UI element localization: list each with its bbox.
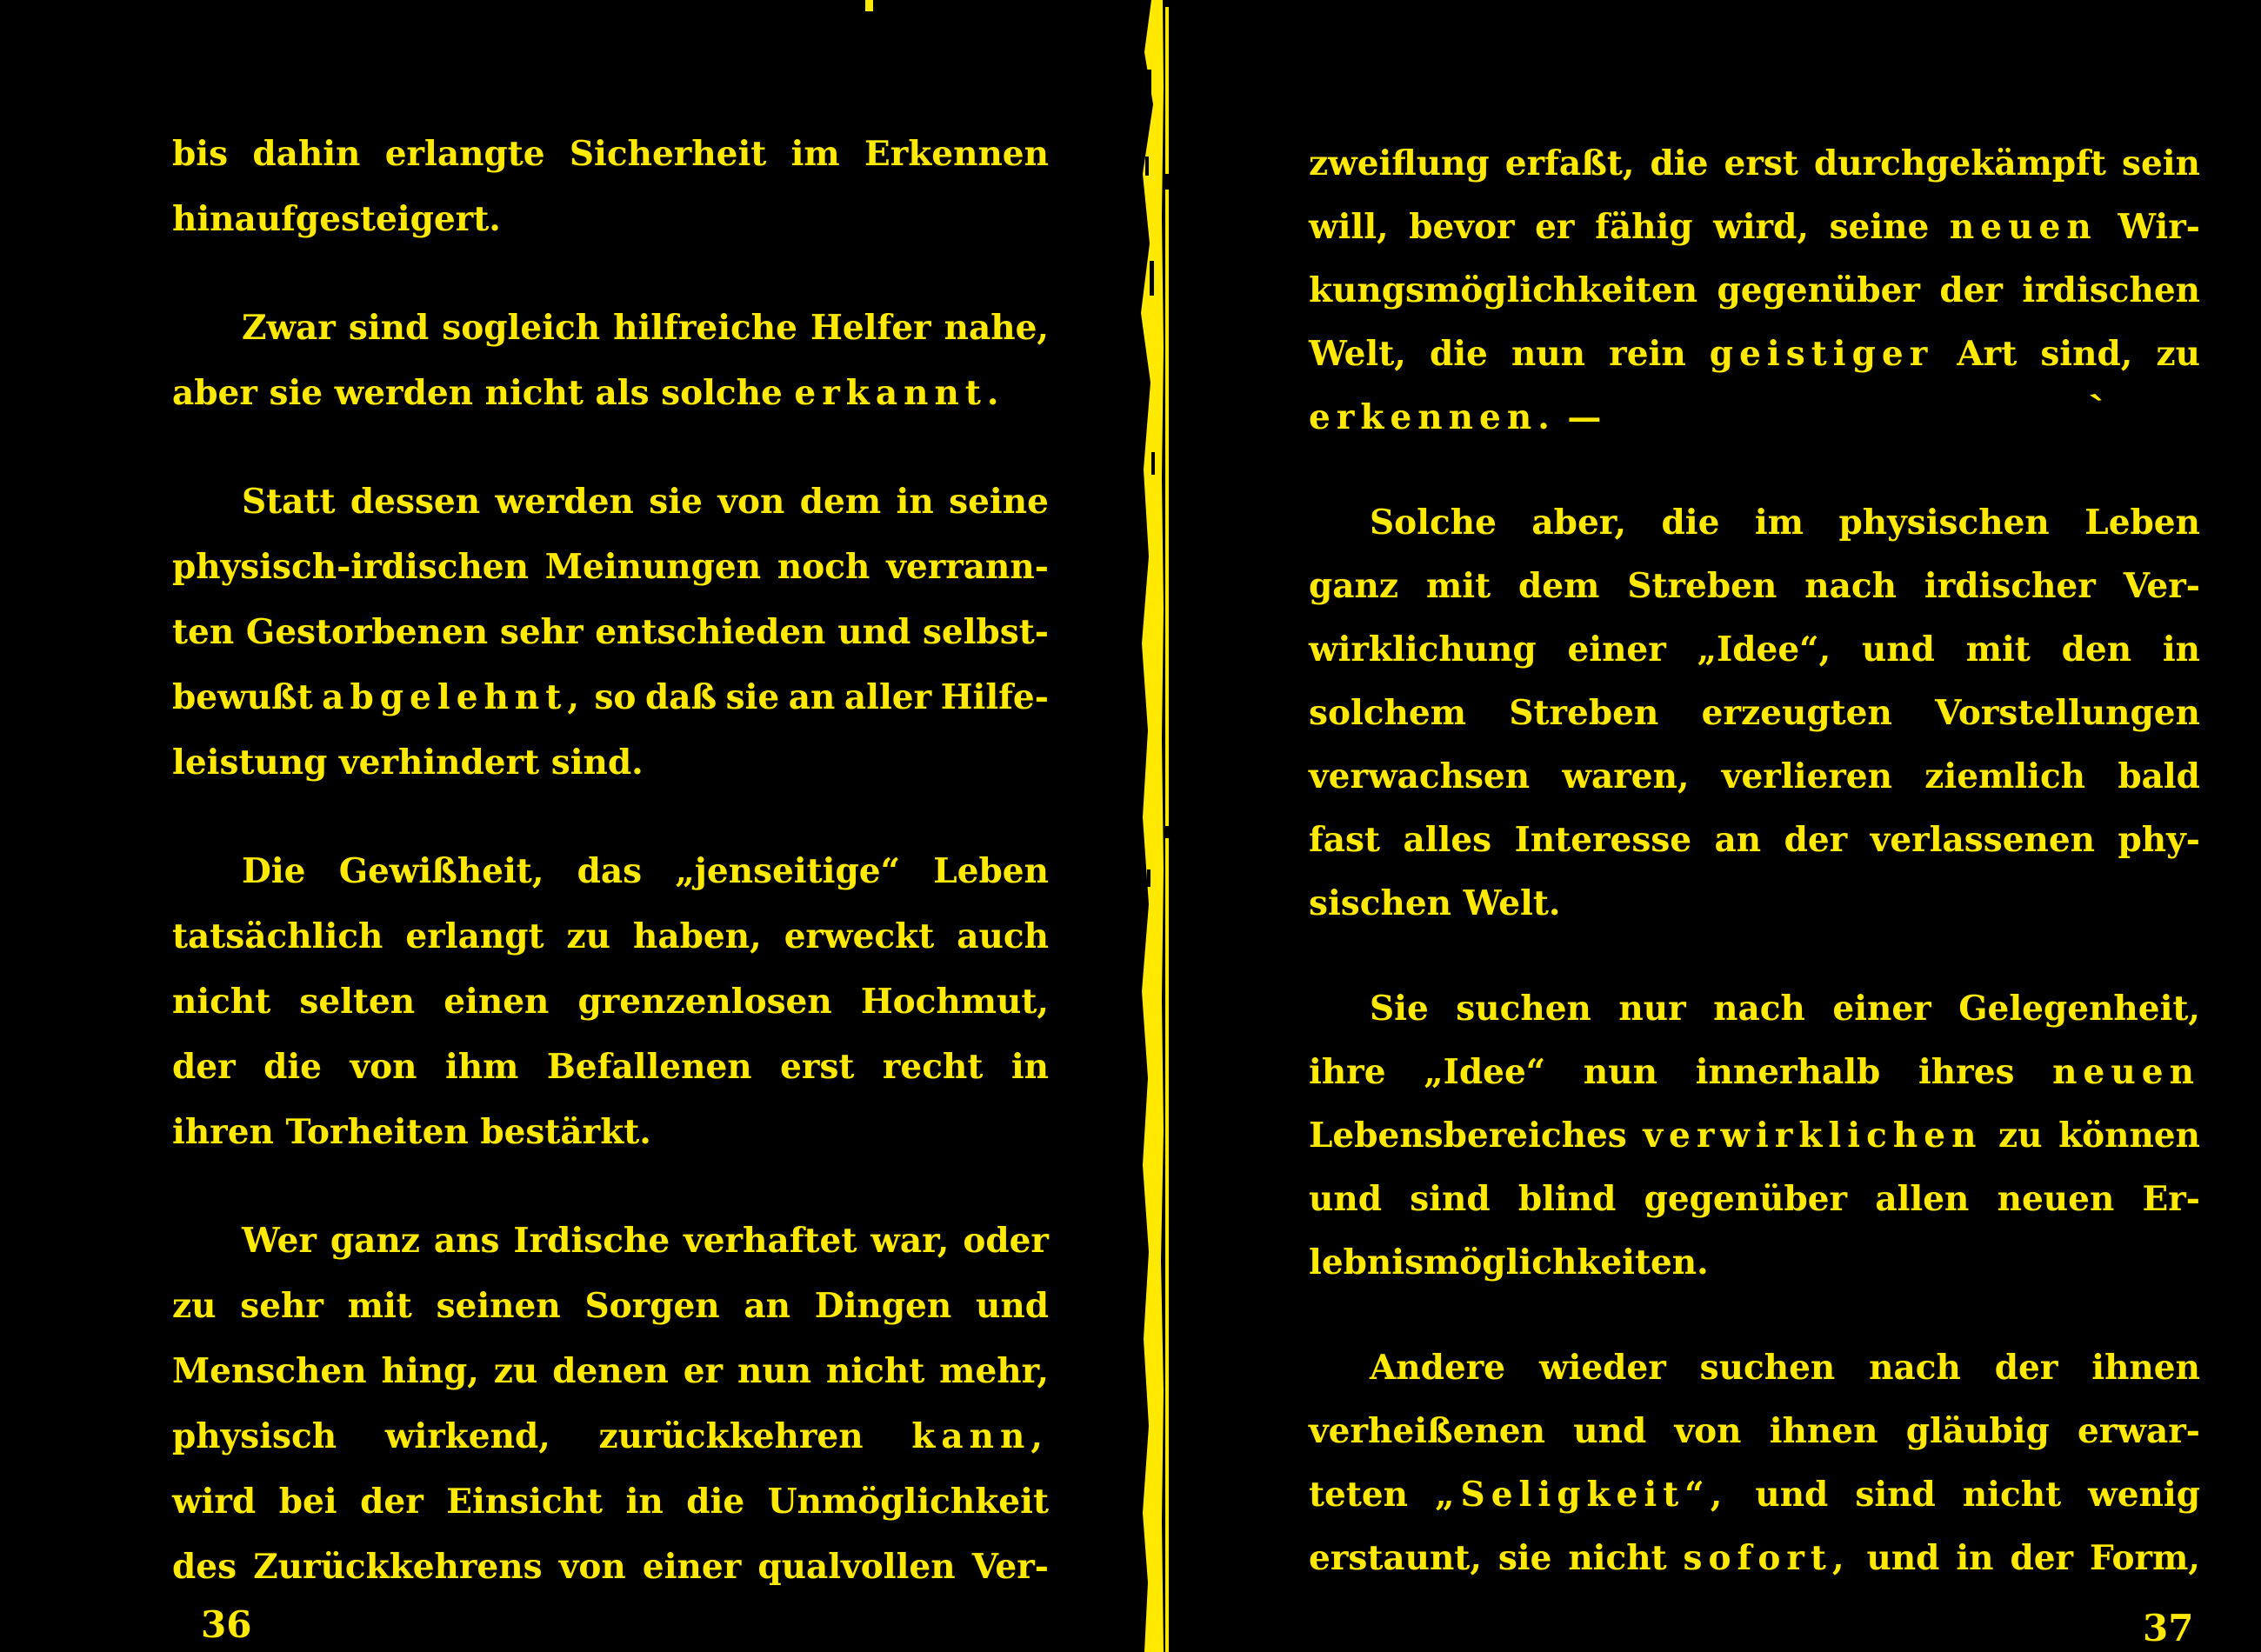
gutter-stripe-icon	[1137, 0, 1172, 1652]
word: solchem	[1309, 693, 1466, 733]
emphasized-word: sofort,	[1683, 1538, 1851, 1578]
word: wirklichung	[1309, 629, 1537, 669]
page-number-right: 37	[2143, 1607, 2194, 1649]
text-line	[172, 730, 1049, 796]
word: und	[1866, 1538, 1940, 1578]
text-line	[1309, 618, 2200, 682]
word: nach	[1713, 989, 1805, 1029]
word: „Idee“	[1424, 1052, 1546, 1092]
word: der	[1784, 820, 1848, 860]
text-line	[172, 1469, 1049, 1535]
word: Die	[242, 851, 306, 891]
word: will,	[1309, 207, 1389, 247]
word: Interesse	[1514, 820, 1692, 860]
word: er	[683, 1351, 724, 1391]
word: und	[1755, 1475, 1829, 1515]
word: Gestorbenen	[245, 612, 489, 652]
word: dahin	[252, 134, 361, 174]
text-line	[1309, 1104, 2200, 1168]
word: aber,	[1531, 503, 1627, 543]
word: im	[790, 134, 840, 174]
word: Leben	[933, 851, 1049, 891]
text-line	[172, 1035, 1049, 1100]
text-line	[1309, 491, 2200, 555]
word: seine	[1829, 207, 1930, 247]
word: verwachsen	[1309, 756, 1531, 796]
word: werden	[495, 482, 634, 522]
word: selbst-	[922, 612, 1049, 652]
word: Hochmut,	[860, 982, 1049, 1022]
word: Sie	[1370, 989, 1429, 1029]
word: noch	[777, 547, 870, 587]
word: den	[2061, 629, 2132, 669]
word: haben,	[633, 916, 762, 956]
word: einer	[1567, 629, 1666, 669]
word: nur	[1618, 989, 1686, 1029]
word: oder	[963, 1221, 1049, 1261]
word: Ver-	[2123, 566, 2200, 606]
word: in	[1010, 1047, 1049, 1087]
word: dem	[799, 482, 882, 522]
text-line	[1309, 809, 2200, 872]
word: Irdische	[513, 1221, 670, 1261]
text-line	[1309, 1527, 2200, 1590]
word: physisch-irdischen	[172, 547, 529, 587]
word: Er-	[2142, 1179, 2200, 1219]
word: sie	[1497, 1538, 1552, 1578]
word: sogleich	[442, 308, 601, 348]
word: nach	[1804, 566, 1897, 606]
word: entschieden	[595, 612, 826, 652]
emphasized-word: neuen	[1949, 207, 2098, 247]
word: seine	[949, 482, 1049, 522]
word: alles	[1403, 820, 1492, 860]
text-line	[1309, 323, 2200, 386]
word: an	[744, 1286, 791, 1326]
word: einen	[444, 982, 550, 1022]
word: nicht	[1962, 1475, 2062, 1515]
text-line	[1309, 1463, 2200, 1527]
word: irdischen	[2022, 270, 2200, 310]
word: im	[1754, 503, 1804, 543]
word: hinaufgesteigert.	[172, 199, 501, 239]
emphasized-word: neuen	[2052, 1052, 2200, 1092]
word: aber	[172, 373, 257, 413]
word: ganz	[1309, 566, 1399, 606]
emphasized-word: kann,	[911, 1416, 1049, 1456]
emphasized-word: verwirklichen	[1643, 1116, 1983, 1156]
text-line	[1309, 872, 2200, 936]
text-line	[172, 1404, 1049, 1469]
word: sind.	[550, 743, 644, 783]
text-line	[172, 665, 1049, 730]
word: zu	[1998, 1116, 2043, 1156]
word: Lebensbereiches	[1309, 1116, 1627, 1156]
word: sie	[649, 482, 703, 522]
word: gläubig	[1905, 1411, 2050, 1451]
word: verlieren	[1721, 756, 1892, 796]
word: innerhalb	[1695, 1052, 1881, 1092]
emphasized-word: erkannt.	[794, 373, 1005, 413]
word: der	[360, 1482, 424, 1522]
word: ziemlich	[1924, 756, 2086, 796]
text-line	[172, 904, 1049, 969]
word: die	[686, 1482, 745, 1522]
word: Wer	[242, 1221, 317, 1261]
text-line	[172, 1339, 1049, 1404]
text-line	[172, 1209, 1049, 1274]
word: der	[172, 1047, 236, 1087]
word: ihm	[444, 1047, 519, 1087]
word: ihnen	[1769, 1411, 1878, 1451]
word: bestärkt.	[480, 1112, 651, 1152]
word: hing,	[381, 1351, 479, 1391]
word: durchgekämpft	[1813, 143, 2106, 183]
word: zu	[172, 1286, 217, 1326]
word: irdischer	[1924, 566, 2096, 606]
word: wieder	[1538, 1348, 1666, 1388]
word: Unmöglichkeit	[767, 1482, 1049, 1522]
word: erweckt	[784, 916, 935, 956]
word: Sicherheit	[569, 134, 767, 174]
word: die	[1429, 334, 1488, 374]
word: an	[1714, 820, 1762, 860]
word: sein	[2122, 143, 2200, 183]
word: Meinungen	[544, 547, 762, 587]
word: sie	[269, 373, 323, 413]
word: auch	[957, 916, 1049, 956]
word: bevor	[1409, 207, 1515, 247]
word: nahe,	[944, 308, 1049, 348]
word: gegenüber	[1644, 1179, 1848, 1219]
word: allen	[1875, 1179, 1970, 1219]
word: qualvollen	[757, 1547, 956, 1587]
word: waren,	[1562, 756, 1690, 796]
word: und	[837, 612, 911, 652]
word: wird,	[1713, 207, 1809, 247]
word: „Idee“,	[1697, 629, 1831, 669]
word: phy-	[2118, 820, 2200, 860]
word: erst	[1724, 143, 1798, 183]
word: Welt,	[1309, 334, 1406, 374]
word: in	[625, 1482, 664, 1522]
word: daß	[644, 677, 717, 717]
word: physischen	[1838, 503, 2050, 543]
word: sehr	[499, 612, 584, 652]
word: die	[1650, 143, 1709, 183]
text-line	[172, 969, 1049, 1035]
word: an	[788, 677, 836, 717]
word: erzeugten	[1701, 693, 1892, 733]
word: und	[1861, 629, 1935, 669]
word: in	[2162, 629, 2200, 669]
word: suchen	[1699, 1348, 1836, 1388]
word: ten	[172, 612, 235, 652]
word: wirkend,	[384, 1416, 550, 1456]
word: in	[896, 482, 934, 522]
text-line	[172, 296, 1049, 361]
word: Helfer	[810, 308, 931, 348]
word: seinen	[436, 1286, 561, 1326]
word: können	[2058, 1116, 2200, 1156]
word: werden	[334, 373, 474, 413]
text-line	[1309, 1168, 2200, 1231]
word: Befallenen	[546, 1047, 752, 1087]
word: ans	[433, 1221, 500, 1261]
text-line	[1309, 1231, 2200, 1295]
word: das	[577, 851, 643, 891]
text-line	[172, 1274, 1049, 1339]
word: sie	[725, 677, 780, 717]
word: lebnismöglichkeiten.	[1309, 1242, 1709, 1282]
word: gegenüber	[1717, 270, 1920, 310]
word: zu	[2156, 334, 2200, 374]
word: ihre	[1309, 1052, 1386, 1092]
word: zu	[493, 1351, 538, 1391]
word: als	[595, 373, 650, 413]
word: nach	[1869, 1348, 1961, 1388]
word: wenig	[2088, 1475, 2200, 1515]
word: zweiflung	[1309, 143, 1490, 183]
word: verlassenen	[1870, 820, 2096, 860]
word: Dingen	[814, 1286, 952, 1326]
word: Torheiten	[285, 1112, 469, 1152]
emphasized-word: „Seligkeit“,	[1435, 1475, 1729, 1515]
left-page-text	[172, 122, 1049, 1600]
word: erst	[780, 1047, 855, 1087]
word: denen	[552, 1351, 669, 1391]
word: in	[1956, 1538, 1994, 1578]
word: grenzenlosen	[577, 982, 832, 1022]
word: verrann-	[886, 547, 1049, 587]
word: sischen	[1309, 883, 1451, 923]
word: der	[1994, 1348, 2058, 1388]
word: mit	[1425, 566, 1491, 606]
word: war,	[870, 1221, 950, 1261]
word: aller	[844, 677, 932, 717]
word: nicht	[172, 982, 271, 1022]
word: dessen	[350, 482, 481, 522]
word: fähig	[1595, 207, 1693, 247]
text-line	[172, 1100, 1049, 1165]
word: Erkennen	[864, 134, 1049, 174]
word: verhindert	[338, 743, 540, 783]
word: verhaftet	[684, 1221, 857, 1261]
word: einer	[1832, 989, 1931, 1029]
word: Solche	[1370, 503, 1497, 543]
text-line	[1309, 196, 2200, 259]
word: ihres	[1918, 1052, 2015, 1092]
word: Leben	[2084, 503, 2200, 543]
word: Streben	[1509, 693, 1659, 733]
word: solche	[661, 373, 783, 413]
word: verheißenen	[1309, 1411, 1545, 1451]
word: mit	[347, 1286, 412, 1326]
word: mit	[1965, 629, 2031, 669]
word: Wir-	[2118, 207, 2200, 247]
text-line	[172, 839, 1049, 904]
word: Einsicht	[446, 1482, 604, 1522]
word: Menschen	[172, 1351, 367, 1391]
right-page-text	[1309, 132, 2200, 1590]
word: von	[717, 482, 785, 522]
word: er	[1535, 207, 1575, 247]
word: rein	[1609, 334, 1686, 374]
text-line	[1309, 682, 2200, 745]
word: so	[594, 677, 637, 717]
text-line	[1309, 745, 2200, 809]
word: Zwar	[242, 308, 336, 348]
word: erwar-	[2078, 1411, 2200, 1451]
word: physisch	[172, 1416, 337, 1456]
word: hilfreiche	[613, 308, 797, 348]
word: Gewißheit,	[338, 851, 544, 891]
word: nicht	[484, 373, 584, 413]
word: von	[350, 1047, 417, 1087]
word: tatsächlich	[172, 916, 384, 956]
text-line	[172, 470, 1049, 535]
word: kungsmöglichkeiten	[1309, 270, 1698, 310]
word: zu	[566, 916, 611, 956]
word: Gelegenheit,	[1958, 989, 2200, 1029]
word: nicht	[825, 1351, 925, 1391]
word: sind,	[2040, 334, 2133, 374]
text-line	[1309, 386, 2200, 450]
text-line	[1309, 132, 2200, 196]
word: erfaßt,	[1504, 143, 1635, 183]
word: von	[1674, 1411, 1742, 1451]
text-line	[1309, 1400, 2200, 1463]
word: wird	[172, 1482, 257, 1522]
word: bei	[278, 1482, 337, 1522]
word: ihren	[172, 1112, 274, 1152]
word: die	[263, 1047, 322, 1087]
word: die	[1661, 503, 1720, 543]
word: bald	[2118, 756, 2200, 796]
text-line	[1309, 977, 2200, 1041]
word: Welt.	[1463, 883, 1561, 923]
word: nicht	[1568, 1538, 1667, 1578]
word: teten	[1309, 1475, 1409, 1515]
word: bis	[172, 134, 229, 174]
word: —	[1567, 397, 1602, 437]
word: erlangt	[405, 916, 544, 956]
word: sind	[1855, 1475, 1936, 1515]
word: Statt	[242, 482, 336, 522]
word: Andere	[1370, 1348, 1506, 1388]
word: mehr,	[939, 1351, 1049, 1391]
word: Ver-	[971, 1547, 1049, 1587]
top-edge-tick-icon	[865, 0, 873, 11]
word: neuen	[1997, 1179, 2115, 1219]
word: und	[1573, 1411, 1647, 1451]
word: nun	[1511, 334, 1586, 374]
word: ihnen	[2091, 1348, 2200, 1388]
word: erlangte	[384, 134, 545, 174]
word: Art	[1957, 334, 2018, 374]
emphasized-word: abgelehnt,	[322, 677, 585, 717]
word: suchen	[1456, 989, 1591, 1029]
word: zurückkehren	[598, 1416, 864, 1456]
word: nun	[1583, 1052, 1657, 1092]
text-line	[172, 1535, 1049, 1600]
word: ganz	[330, 1221, 420, 1261]
word: recht	[882, 1047, 984, 1087]
word: fast	[1309, 820, 1381, 860]
text-line	[1309, 1336, 2200, 1400]
emphasized-word: geistiger	[1709, 334, 1934, 374]
text-line	[1309, 259, 2200, 323]
word: blind	[1517, 1179, 1617, 1219]
word: Streben	[1627, 566, 1777, 606]
word: und	[1309, 1179, 1382, 1219]
word: Zurückkehrens	[253, 1547, 543, 1587]
word: nun	[737, 1351, 812, 1391]
text-line	[1309, 555, 2200, 618]
word: sind	[1410, 1179, 1491, 1219]
word: von	[558, 1547, 626, 1587]
word: der	[1939, 270, 2003, 310]
word: der	[2010, 1538, 2074, 1578]
text-line	[172, 361, 1049, 426]
text-line	[172, 122, 1049, 187]
emphasized-word: erkennen.	[1309, 397, 1556, 437]
text-line	[1309, 1041, 2200, 1104]
text-line	[172, 535, 1049, 600]
word: des	[172, 1547, 237, 1587]
word: Form,	[2089, 1538, 2200, 1578]
text-line	[172, 600, 1049, 665]
word: bewußt	[172, 677, 313, 717]
word: Hilfe-	[940, 677, 1049, 717]
page-number-left: 36	[201, 1603, 252, 1646]
word: selten	[299, 982, 416, 1022]
word: leistung	[172, 743, 328, 783]
word: sind	[348, 308, 430, 348]
word: Vorstellungen	[1935, 693, 2200, 733]
word: „jenseitige“	[675, 851, 901, 891]
word: erstaunt,	[1309, 1538, 1482, 1578]
text-line	[172, 187, 1049, 252]
stray-mark-icon: ˋ	[2085, 386, 2116, 436]
word: dem	[1518, 566, 1600, 606]
word: sehr	[240, 1286, 323, 1326]
word: und	[976, 1286, 1049, 1326]
word: einer	[642, 1547, 742, 1587]
word: Sorgen	[584, 1286, 720, 1326]
